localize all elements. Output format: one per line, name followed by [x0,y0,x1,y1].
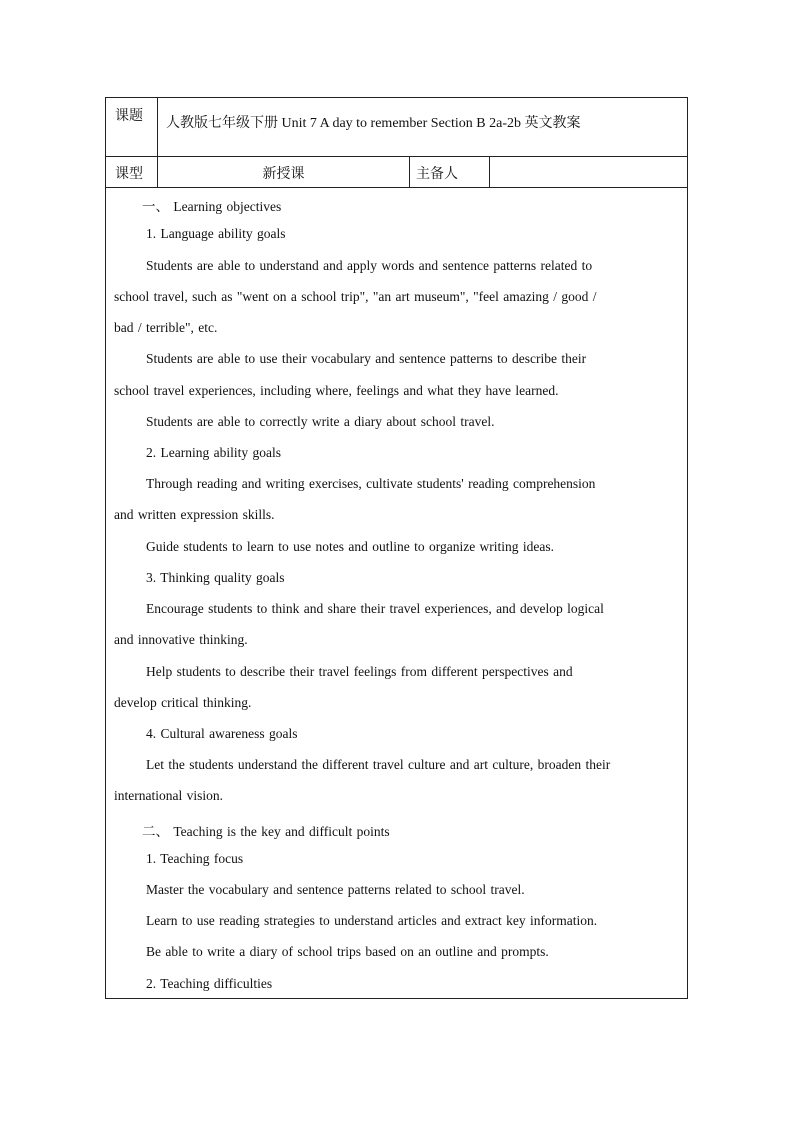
paragraph-line: Master the vocabulary and sentence patterns related to school travel. [146,882,525,897]
type-row [106,156,687,188]
paragraph-line: Students are able to use their vocabulary and sentence patterns to describe their [146,351,587,366]
paragraph-line: Guide students to learn to use notes and outline to organize writing ideas. [146,539,555,554]
paragraph-line: bad / terrible", etc. [114,320,218,335]
topic-label: 课题 [115,109,143,124]
title-cell [158,98,687,156]
subheading-teaching-difficulties: 2. Teaching difficulties [146,976,273,991]
paragraph-line: and innovative thinking. [114,632,248,647]
paragraph-line: and written expression skills. [114,507,275,522]
content-cell [106,187,687,998]
paragraph-line: international vision. [114,788,223,803]
subheading-thinking-goals: 3. Thinking quality goals [146,570,285,585]
type-value-cell [158,156,410,187]
subheading-cultural-goals: 4. Cultural awareness goals [146,726,298,741]
paragraph-line: Learn to use reading strategies to understand articles and extract key information. [146,913,598,928]
lesson-plan-table [105,97,688,999]
subheading-language-goals: 1. Language ability goals [146,226,286,241]
paragraph-line: Through reading and writing exercises, cultivate students' reading comprehension [146,476,596,491]
paragraph-line: school travel experiences, including where, feelings and what they have learned. [114,383,559,398]
paragraph-line: develop critical thinking. [114,695,252,710]
type-label: 课型 [115,167,143,182]
paragraph-line: Let the students understand the different travel culture and art culture, broaden their [146,757,611,772]
paragraph-line: Students are able to correctly write a diary about school travel. [146,414,495,429]
type-value: 新授课 [262,167,305,182]
paragraph-line: Help students to describe their travel feelings from different perspectives and [146,664,573,679]
title-row [106,98,687,157]
topic-label-cell [106,98,158,156]
section-heading-objectives: 一、 Learning objectives [142,199,282,214]
paragraph-line: school travel, such as "went on a school trip", "an art museum", "feel amazing / good / [114,289,597,304]
paragraph-line: Encourage students to think and share their travel experiences, and develop logical [146,601,604,616]
type-label-cell [106,156,158,187]
paragraph-line: Students are able to understand and apply words and sentence patterns related to [146,258,593,273]
preparer-label-cell [410,156,490,187]
subheading-teaching-focus: 1. Teaching focus [146,851,244,866]
lesson-title: 人教版七年级下册 Unit 7 A day to remember Section B 2a-2b 英文教案 [166,116,581,131]
section-heading-key-points: 二、 Teaching is the key and difficult points [142,824,390,839]
paragraph-line: Be able to write a diary of school trips based on an outline and prompts. [146,944,549,959]
preparer-value-cell [490,156,687,187]
subheading-learning-goals: 2. Learning ability goals [146,445,281,460]
preparer-label: 主备人 [416,167,458,182]
